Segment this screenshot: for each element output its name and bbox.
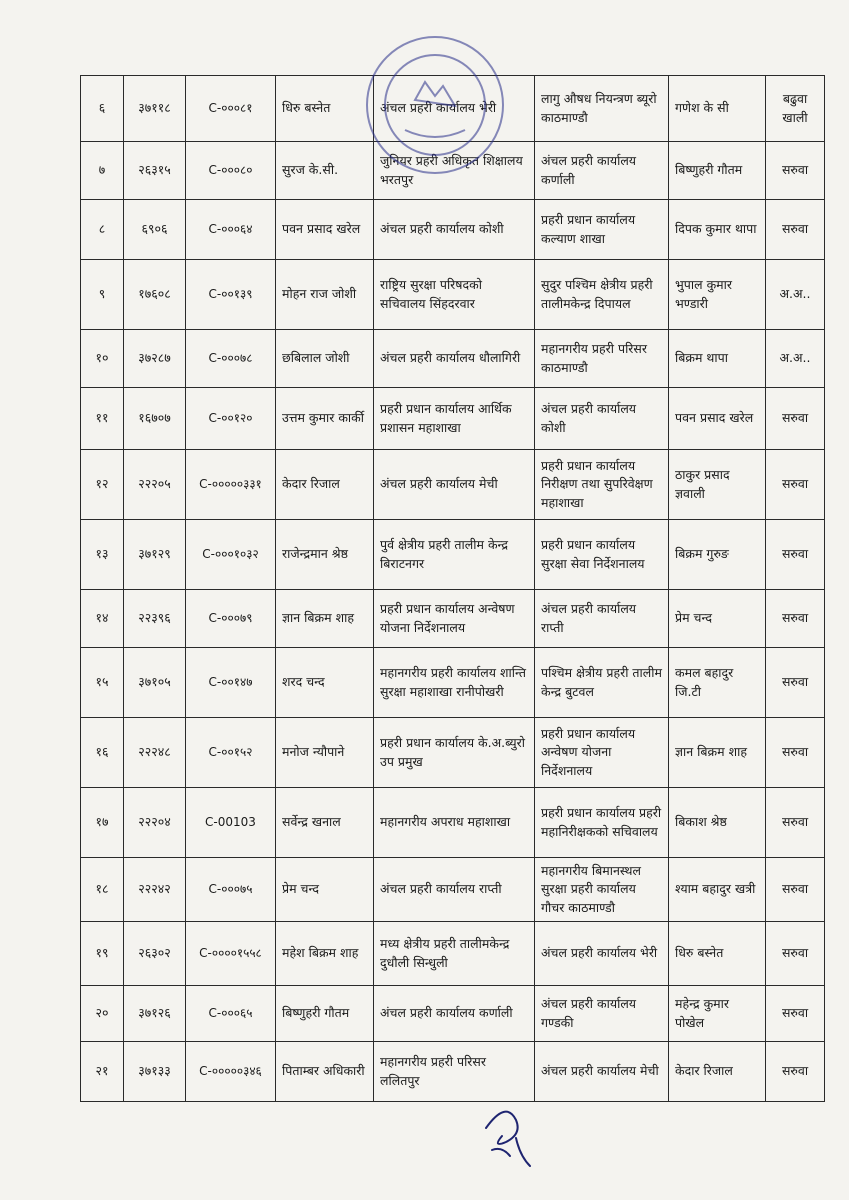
serial-number-cell: १६ — [81, 718, 124, 788]
code-cell: C-०००१०३२ — [186, 520, 276, 590]
new-office-cell: लागु औषध नियन्त्रण ब्यूरो काठमाण्डौ — [535, 76, 669, 142]
code-cell: C-००१५२ — [186, 718, 276, 788]
replacement-cell: बिक्रम थापा — [669, 330, 766, 388]
new-office-cell: अंचल प्रहरी कार्यालय कर्णाली — [535, 142, 669, 200]
table-row — [81, 788, 825, 858]
current-office-cell: पुर्व क्षेत्रीय प्रहरी तालीम केन्द्र बिराटनगर — [374, 520, 535, 590]
name-cell: छबिलाल जोशी — [276, 330, 374, 388]
code-cell: C-०००८१ — [186, 76, 276, 142]
transfer-table — [80, 75, 825, 1102]
staff-id-cell: ३७१०५ — [124, 648, 186, 718]
serial-number-cell: २१ — [81, 1042, 124, 1102]
table-row — [81, 260, 825, 330]
serial-number-cell: ८ — [81, 200, 124, 260]
remark-cell: बढुवा खाली — [766, 76, 825, 142]
remark-cell: सरुवा — [766, 718, 825, 788]
table-row — [81, 450, 825, 520]
staff-id-cell: २२३९६ — [124, 590, 186, 648]
table-body — [81, 76, 825, 1102]
code-cell: C-००१३९ — [186, 260, 276, 330]
serial-number-cell: ६ — [81, 76, 124, 142]
serial-number-cell: २० — [81, 986, 124, 1042]
replacement-cell: महेन्द्र कुमार पोखेल — [669, 986, 766, 1042]
code-cell: C-००१४७ — [186, 648, 276, 718]
current-office-cell: प्रहरी प्रधान कार्यालय आर्थिक प्रशासन महाशाखा — [374, 388, 535, 450]
code-cell: C-०००६४ — [186, 200, 276, 260]
name-cell: मोहन राज जोशी — [276, 260, 374, 330]
table-row — [81, 200, 825, 260]
table-row — [81, 520, 825, 590]
code-cell: C-०००७९ — [186, 590, 276, 648]
new-office-cell: अंचल प्रहरी कार्यालय मेची — [535, 1042, 669, 1102]
remark-cell: सरुवा — [766, 520, 825, 590]
replacement-cell: केदार रिजाल — [669, 1042, 766, 1102]
remark-cell: सरुवा — [766, 788, 825, 858]
new-office-cell: प्रहरी प्रधान कार्यालय सुरक्षा सेवा निर्देशनालय — [535, 520, 669, 590]
remark-cell: सरुवा — [766, 142, 825, 200]
new-office-cell: अंचल प्रहरी कार्यालय भेरी — [535, 922, 669, 986]
new-office-cell: सुदुर पश्चिम क्षेत्रीय प्रहरी तालीमकेन्द्र दिपायल — [535, 260, 669, 330]
current-office-cell: जुनियर प्रहरी अधिकृत शिक्षालय भरतपुर — [374, 142, 535, 200]
serial-number-cell: ७ — [81, 142, 124, 200]
replacement-cell: बिकाश श्रेष्ठ — [669, 788, 766, 858]
serial-number-cell: १९ — [81, 922, 124, 986]
table-row — [81, 922, 825, 986]
new-office-cell: प्रहरी प्रधान कार्यालय कल्याण शाखा — [535, 200, 669, 260]
serial-number-cell: १३ — [81, 520, 124, 590]
code-cell: C-०००७५ — [186, 858, 276, 922]
replacement-cell: दिपक कुमार थापा — [669, 200, 766, 260]
staff-id-cell: १७६०८ — [124, 260, 186, 330]
staff-id-cell: ६९०६ — [124, 200, 186, 260]
code-cell: C-००००१५५८ — [186, 922, 276, 986]
current-office-cell: अंचल प्रहरी कार्यालय धौलागिरी — [374, 330, 535, 388]
replacement-cell: ज्ञान बिक्रम शाह — [669, 718, 766, 788]
current-office-cell: मध्य क्षेत्रीय प्रहरी तालीमकेन्द्र दुधौली सिन्धुली — [374, 922, 535, 986]
table-row — [81, 590, 825, 648]
new-office-cell: प्रहरी प्रधान कार्यालय अन्वेषण योजना निर्देशनालय — [535, 718, 669, 788]
replacement-cell: धिरु बस्नेत — [669, 922, 766, 986]
new-office-cell: प्रहरी प्रधान कार्यालय प्रहरी महानिरीक्षकको सचिवालय — [535, 788, 669, 858]
code-cell: C-०००८० — [186, 142, 276, 200]
remark-cell: सरुवा — [766, 590, 825, 648]
name-cell: शरद चन्द — [276, 648, 374, 718]
code-cell: C-००१२० — [186, 388, 276, 450]
new-office-cell: अंचल प्रहरी कार्यालय राप्ती — [535, 590, 669, 648]
remark-cell: अ.अ.. — [766, 330, 825, 388]
staff-id-cell: २२२४२ — [124, 858, 186, 922]
name-cell: राजेन्द्रमान श्रेष्ठ — [276, 520, 374, 590]
replacement-cell: गणेश के सी — [669, 76, 766, 142]
replacement-cell: प्रेम चन्द — [669, 590, 766, 648]
name-cell: बिष्णुहरी गौतम — [276, 986, 374, 1042]
replacement-cell: ठाकुर प्रसाद ज्ञवाली — [669, 450, 766, 520]
new-office-cell: महानगरीय बिमानस्थल सुरक्षा प्रहरी कार्यालय गौचर काठमाण्डौ — [535, 858, 669, 922]
current-office-cell: अंचल प्रहरी कार्यालय कोशी — [374, 200, 535, 260]
remark-cell: सरुवा — [766, 450, 825, 520]
serial-number-cell: १७ — [81, 788, 124, 858]
replacement-cell: बिक्रम गुरुङ — [669, 520, 766, 590]
current-office-cell: महानगरीय प्रहरी कार्यालय शान्ति सुरक्षा महाशाखा रानीपोखरी — [374, 648, 535, 718]
table-row — [81, 76, 825, 142]
serial-number-cell: १८ — [81, 858, 124, 922]
staff-id-cell: २२२४८ — [124, 718, 186, 788]
new-office-cell: अंचल प्रहरी कार्यालय गण्डकी — [535, 986, 669, 1042]
current-office-cell: प्रहरी प्रधान कार्यालय अन्वेषण योजना निर्देशनालय — [374, 590, 535, 648]
remark-cell: सरुवा — [766, 922, 825, 986]
name-cell: पिताम्बर अधिकारी — [276, 1042, 374, 1102]
table-row — [81, 986, 825, 1042]
remark-cell: सरुवा — [766, 986, 825, 1042]
current-office-cell: महानगरीय प्रहरी परिसर ललितपुर — [374, 1042, 535, 1102]
code-cell: C-०००००३३१ — [186, 450, 276, 520]
current-office-cell: अंचल प्रहरी कार्यालय भेरी — [374, 76, 535, 142]
serial-number-cell: १५ — [81, 648, 124, 718]
replacement-cell: कमल बहादुर जि.टी — [669, 648, 766, 718]
staff-id-cell: २२२०५ — [124, 450, 186, 520]
staff-id-cell: ३७१२६ — [124, 986, 186, 1042]
table-row — [81, 648, 825, 718]
new-office-cell: पश्चिम क्षेत्रीय प्रहरी तालीम केन्द्र बुटवल — [535, 648, 669, 718]
new-office-cell: अंचल प्रहरी कार्यालय कोशी — [535, 388, 669, 450]
signature — [478, 1098, 538, 1178]
table-row — [81, 142, 825, 200]
table-row — [81, 330, 825, 388]
code-cell: C-०००७८ — [186, 330, 276, 388]
replacement-cell: भुपाल कुमार भण्डारी — [669, 260, 766, 330]
current-office-cell: महानगरीय अपराध महाशाखा — [374, 788, 535, 858]
name-cell: उत्तम कुमार कार्की — [276, 388, 374, 450]
remark-cell: सरुवा — [766, 858, 825, 922]
name-cell: मनोज न्यौपाने — [276, 718, 374, 788]
remark-cell: अ.अ.. — [766, 260, 825, 330]
remark-cell: सरुवा — [766, 388, 825, 450]
current-office-cell: अंचल प्रहरी कार्यालय मेची — [374, 450, 535, 520]
name-cell: केदार रिजाल — [276, 450, 374, 520]
staff-id-cell: ३७१३३ — [124, 1042, 186, 1102]
replacement-cell: श्याम बहादुर खत्री — [669, 858, 766, 922]
current-office-cell: राष्ट्रिय सुरक्षा परिषदको सचिवालय सिंहदरवार — [374, 260, 535, 330]
remark-cell: सरुवा — [766, 200, 825, 260]
remark-cell: सरुवा — [766, 1042, 825, 1102]
staff-id-cell: २६३१५ — [124, 142, 186, 200]
code-cell: C-०००००३४६ — [186, 1042, 276, 1102]
table-row — [81, 388, 825, 450]
serial-number-cell: १२ — [81, 450, 124, 520]
serial-number-cell: ११ — [81, 388, 124, 450]
staff-id-cell: ३७११८ — [124, 76, 186, 142]
remark-cell: सरुवा — [766, 648, 825, 718]
name-cell: पवन प्रसाद खरेल — [276, 200, 374, 260]
replacement-cell: बिष्णुहरी गौतम — [669, 142, 766, 200]
new-office-cell: महानगरीय प्रहरी परिसर काठमाण्डौ — [535, 330, 669, 388]
current-office-cell: प्रहरी प्रधान कार्यालय के.अ.ब्युरो उप प्रमुख — [374, 718, 535, 788]
name-cell: महेश बिक्रम शाह — [276, 922, 374, 986]
name-cell: सर्वेन्द्र खनाल — [276, 788, 374, 858]
current-office-cell: अंचल प्रहरी कार्यालय राप्ती — [374, 858, 535, 922]
name-cell: ज्ञान बिक्रम शाह — [276, 590, 374, 648]
table-row — [81, 1042, 825, 1102]
serial-number-cell: १४ — [81, 590, 124, 648]
replacement-cell: पवन प्रसाद खरेल — [669, 388, 766, 450]
code-cell: C-०००६५ — [186, 986, 276, 1042]
name-cell: धिरु बस्नेत — [276, 76, 374, 142]
staff-id-cell: २६३०२ — [124, 922, 186, 986]
code-cell: C-00103 — [186, 788, 276, 858]
current-office-cell: अंचल प्रहरी कार्यालय कर्णाली — [374, 986, 535, 1042]
name-cell: सुरज के.सी. — [276, 142, 374, 200]
table-row — [81, 858, 825, 922]
staff-id-cell: ३७१२९ — [124, 520, 186, 590]
name-cell: प्रेम चन्द — [276, 858, 374, 922]
staff-id-cell: १६७०७ — [124, 388, 186, 450]
serial-number-cell: १० — [81, 330, 124, 388]
serial-number-cell: ९ — [81, 260, 124, 330]
table-row — [81, 718, 825, 788]
staff-id-cell: ३७२८७ — [124, 330, 186, 388]
new-office-cell: प्रहरी प्रधान कार्यालय निरीक्षण तथा सुपरिवेक्षण महाशाखा — [535, 450, 669, 520]
staff-id-cell: २२२०४ — [124, 788, 186, 858]
